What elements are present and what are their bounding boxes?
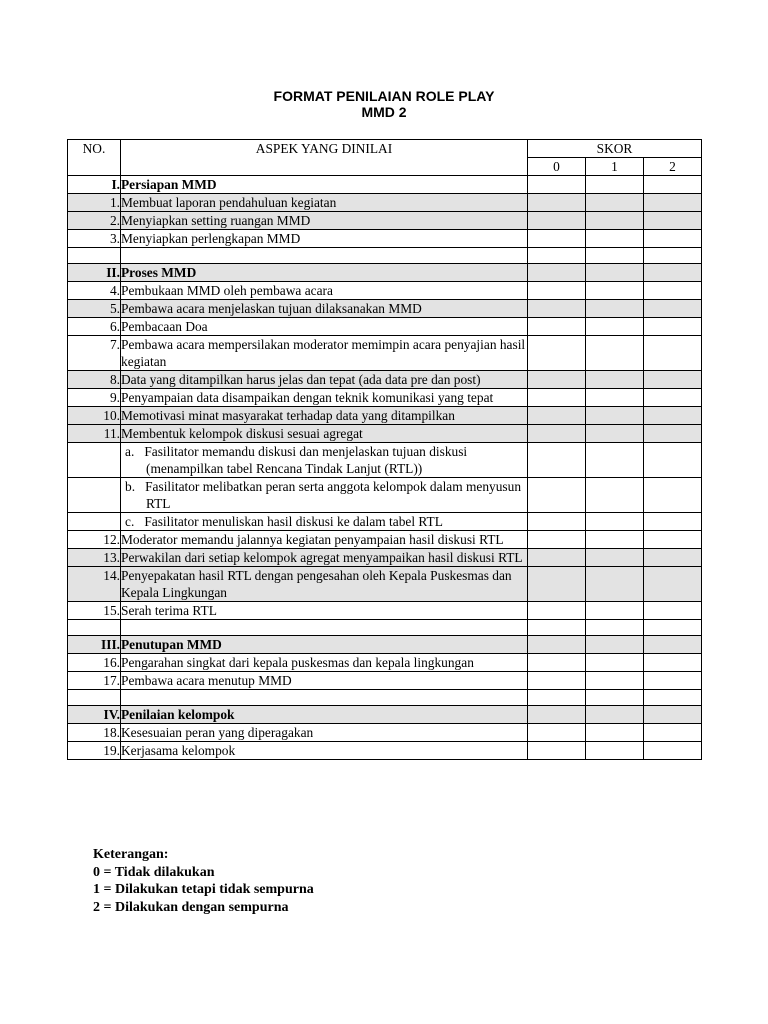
score-cell-1[interactable] [586, 407, 644, 425]
section-title: Proses MMD [121, 264, 528, 282]
blank-cell [528, 248, 586, 264]
score-cell-1[interactable] [586, 336, 644, 371]
row-number: 16. [68, 654, 121, 672]
score-cell-0[interactable] [528, 531, 586, 549]
row-number: 2. [68, 212, 121, 230]
keterangan-item-2: 2 = Dilakukan dengan sempurna [93, 899, 289, 915]
score-cell-0[interactable] [528, 212, 586, 230]
table-row [68, 318, 702, 336]
score-cell-0[interactable] [528, 425, 586, 443]
aspect-text: Pembacaan Doa [121, 318, 528, 336]
score-cell-1[interactable] [586, 425, 644, 443]
table-row [68, 443, 702, 478]
section-row [68, 706, 702, 724]
blank-cell [121, 248, 528, 264]
row-number: 15. [68, 602, 121, 620]
score-cell-0[interactable] [528, 371, 586, 389]
score-cell-1[interactable] [586, 513, 644, 531]
score-cell-2[interactable] [644, 443, 702, 478]
row-number: 18. [68, 724, 121, 742]
aspect-text [121, 478, 528, 513]
aspect-text: Membuat laporan pendahuluan kegiatan [121, 194, 528, 212]
aspect-text: Perwakilan dari setiap kelompok agregat menyampaikan hasil diskusi RTL [121, 549, 528, 567]
aspect-text [121, 443, 528, 478]
aspect-text: Pembawa acara mempersilakan moderator memimpin acara penyajian hasil kegiatan [121, 336, 528, 371]
table-row [68, 654, 702, 672]
score-cell-1[interactable] [586, 531, 644, 549]
blank-cell [586, 620, 644, 636]
score-cell-0[interactable] [528, 336, 586, 371]
score-cell-2[interactable] [644, 371, 702, 389]
score-cell-1[interactable] [586, 300, 644, 318]
aspect-text: Pengarahan singkat dari kepala puskesmas dan kepala lingkungan [121, 654, 528, 672]
score-cell-0[interactable] [528, 282, 586, 300]
score-cell-1[interactable] [586, 371, 644, 389]
score-cell-1[interactable] [586, 389, 644, 407]
row-number: 11. [68, 425, 121, 443]
row-number: 14. [68, 567, 121, 602]
score-cell-1[interactable] [586, 264, 644, 282]
score-cell-0[interactable] [528, 513, 586, 531]
row-number [68, 513, 121, 531]
blank-row [68, 690, 702, 706]
score-cell-1[interactable] [586, 654, 644, 672]
row-number: 10. [68, 407, 121, 425]
section-row [68, 636, 702, 654]
table-row [68, 531, 702, 549]
score-cell-2[interactable] [644, 407, 702, 425]
score-cell-1[interactable] [586, 567, 644, 602]
table-row [68, 194, 702, 212]
blank-cell [586, 690, 644, 706]
table-row [68, 282, 702, 300]
table-row [68, 549, 702, 567]
section-row [68, 176, 702, 194]
aspect-text: Menyiapkan setting ruangan MMD [121, 212, 528, 230]
table-body [68, 176, 702, 760]
blank-cell [68, 690, 121, 706]
score-cell-2[interactable] [644, 230, 702, 248]
score-cell-1[interactable] [586, 230, 644, 248]
score-cell-2[interactable] [644, 654, 702, 672]
blank-cell [528, 620, 586, 636]
score-cell-1[interactable] [586, 602, 644, 620]
score-cell-0[interactable] [528, 194, 586, 212]
table-row [68, 724, 702, 742]
blank-row [68, 248, 702, 264]
score-cell-0[interactable] [528, 636, 586, 654]
score-cell-0[interactable] [528, 567, 586, 602]
score-cell-2[interactable] [644, 176, 702, 194]
row-number: 6. [68, 318, 121, 336]
aspect-text [121, 513, 528, 531]
score-cell-0[interactable] [528, 230, 586, 248]
score-cell-1[interactable] [586, 176, 644, 194]
blank-cell [121, 620, 528, 636]
header-score-0: 0 [528, 158, 586, 176]
score-cell-0[interactable] [528, 318, 586, 336]
score-cell-2[interactable] [644, 531, 702, 549]
keterangan-item-0: 0 = Tidak dilakukan [93, 864, 215, 880]
score-cell-1[interactable] [586, 282, 644, 300]
header-skor: SKOR [528, 140, 702, 158]
score-cell-2[interactable] [644, 513, 702, 531]
sub-aspect-text: a. Fasilitator memandu diskusi dan menjelaskan tujuan diskusi (menampilkan tabel Rencana Tindak Lanjut (RTL)) [125, 444, 468, 476]
blank-cell [528, 690, 586, 706]
score-cell-2[interactable] [644, 282, 702, 300]
keterangan-item-1: 1 = Dilakukan tetapi tidak sempurna [93, 882, 314, 897]
row-number [68, 443, 121, 478]
score-cell-0[interactable] [528, 724, 586, 742]
table-row [68, 300, 702, 318]
keterangan-label: Keterangan: [93, 847, 169, 862]
row-number [68, 478, 121, 513]
table-row [68, 672, 702, 690]
score-cell-0[interactable] [528, 549, 586, 567]
score-cell-2[interactable] [644, 672, 702, 690]
score-cell-2[interactable] [644, 549, 702, 567]
sub-aspect-text: b. Fasilitator melibatkan peran serta anggota kelompok dalam menyusun RTL [125, 479, 522, 511]
table-row [68, 567, 702, 602]
row-number: 3. [68, 230, 121, 248]
row-number: IV. [68, 706, 121, 724]
row-number: II. [68, 264, 121, 282]
score-cell-2[interactable] [644, 742, 702, 760]
score-cell-2[interactable] [644, 425, 702, 443]
score-cell-2[interactable] [644, 318, 702, 336]
score-cell-0[interactable] [528, 389, 586, 407]
aspect-text: Memotivasi minat masyarakat terhadap data yang ditampilkan [121, 407, 528, 425]
aspect-text: Kerjasama kelompok [121, 742, 528, 760]
score-cell-0[interactable] [528, 478, 586, 513]
document-title: FORMAT PENILAIAN ROLE PLAY [273, 88, 495, 104]
score-cell-0[interactable] [528, 602, 586, 620]
score-cell-2[interactable] [644, 389, 702, 407]
score-cell-1[interactable] [586, 742, 644, 760]
row-number: 9. [68, 389, 121, 407]
table-row [68, 602, 702, 620]
score-cell-2[interactable] [644, 212, 702, 230]
score-cell-1[interactable] [586, 194, 644, 212]
score-cell-0[interactable] [528, 300, 586, 318]
row-number: 1. [68, 194, 121, 212]
table-row [68, 212, 702, 230]
score-cell-1[interactable] [586, 672, 644, 690]
aspect-text: Moderator memandu jalannya kegiatan penyampaian hasil diskusi RTL [121, 531, 528, 549]
row-number: 17. [68, 672, 121, 690]
row-number: I. [68, 176, 121, 194]
blank-cell [586, 248, 644, 264]
row-number: 7. [68, 336, 121, 371]
assessment-table [67, 139, 702, 760]
table-row [68, 230, 702, 248]
row-number: 13. [68, 549, 121, 567]
score-cell-1[interactable] [586, 212, 644, 230]
score-cell-2[interactable] [644, 264, 702, 282]
score-cell-2[interactable] [644, 300, 702, 318]
table-row [68, 513, 702, 531]
section-row [68, 264, 702, 282]
score-cell-2[interactable] [644, 336, 702, 371]
header-aspek: ASPEK YANG DINILAI [121, 140, 528, 176]
aspect-text: Pembukaan MMD oleh pembawa acara [121, 282, 528, 300]
score-cell-0[interactable] [528, 742, 586, 760]
row-number: 5. [68, 300, 121, 318]
score-cell-0[interactable] [528, 706, 586, 724]
header-score-1: 1 [586, 158, 644, 176]
table-row [68, 407, 702, 425]
blank-cell [644, 248, 702, 264]
score-cell-0[interactable] [528, 264, 586, 282]
blank-cell [68, 248, 121, 264]
blank-row [68, 620, 702, 636]
score-cell-1[interactable] [586, 549, 644, 567]
row-number: 8. [68, 371, 121, 389]
score-cell-0[interactable] [528, 443, 586, 478]
table-row [68, 371, 702, 389]
score-cell-0[interactable] [528, 176, 586, 194]
section-title: Penilaian kelompok [121, 706, 528, 724]
table-row [68, 425, 702, 443]
score-cell-0[interactable] [528, 672, 586, 690]
aspect-text: Menyiapkan perlengkapan MMD [121, 230, 528, 248]
score-cell-1[interactable] [586, 636, 644, 654]
section-title: Penutupan MMD [121, 636, 528, 654]
score-cell-2[interactable] [644, 567, 702, 602]
score-cell-2[interactable] [644, 706, 702, 724]
score-cell-2[interactable] [644, 724, 702, 742]
header-no: NO. [68, 140, 121, 176]
score-cell-2[interactable] [644, 194, 702, 212]
aspect-text: Pembawa acara menutup MMD [121, 672, 528, 690]
aspect-text: Penyepakatan hasil RTL dengan pengesahan oleh Kepala Puskesmas dan Kepala Lingkungan [121, 567, 528, 602]
aspect-text: Pembawa acara menjelaskan tujuan dilaksanakan MMD [121, 300, 528, 318]
blank-cell [68, 620, 121, 636]
score-cell-2[interactable] [644, 478, 702, 513]
row-number: 12. [68, 531, 121, 549]
row-number: III. [68, 636, 121, 654]
score-cell-1[interactable] [586, 706, 644, 724]
blank-cell [644, 690, 702, 706]
row-number: 4. [68, 282, 121, 300]
aspect-text: Data yang ditampilkan harus jelas dan tepat (ada data pre dan post) [121, 371, 528, 389]
score-cell-0[interactable] [528, 654, 586, 672]
score-cell-2[interactable] [644, 602, 702, 620]
document-subtitle: MMD 2 [361, 104, 407, 120]
table-row [68, 389, 702, 407]
row-number: 19. [68, 742, 121, 760]
table-row [68, 336, 702, 371]
score-cell-2[interactable] [644, 636, 702, 654]
aspect-text: Serah terima RTL [121, 602, 528, 620]
aspect-text: Kesesuaian peran yang diperagakan [121, 724, 528, 742]
score-cell-1[interactable] [586, 318, 644, 336]
blank-cell [121, 690, 528, 706]
header-score-2: 2 [644, 158, 702, 176]
aspect-text: Membentuk kelompok diskusi sesuai agregat [121, 425, 528, 443]
table-row [68, 478, 702, 513]
table-row [68, 742, 702, 760]
section-title: Persiapan MMD [121, 176, 528, 194]
score-cell-1[interactable] [586, 478, 644, 513]
blank-cell [644, 620, 702, 636]
score-cell-1[interactable] [586, 443, 644, 478]
keterangan-legend [93, 846, 314, 916]
score-cell-0[interactable] [528, 407, 586, 425]
aspect-text: Penyampaian data disampaikan dengan teknik komunikasi yang tepat [121, 389, 528, 407]
sub-aspect-text: c. Fasilitator menuliskan hasil diskusi ke dalam tabel RTL [125, 514, 443, 529]
score-cell-1[interactable] [586, 724, 644, 742]
